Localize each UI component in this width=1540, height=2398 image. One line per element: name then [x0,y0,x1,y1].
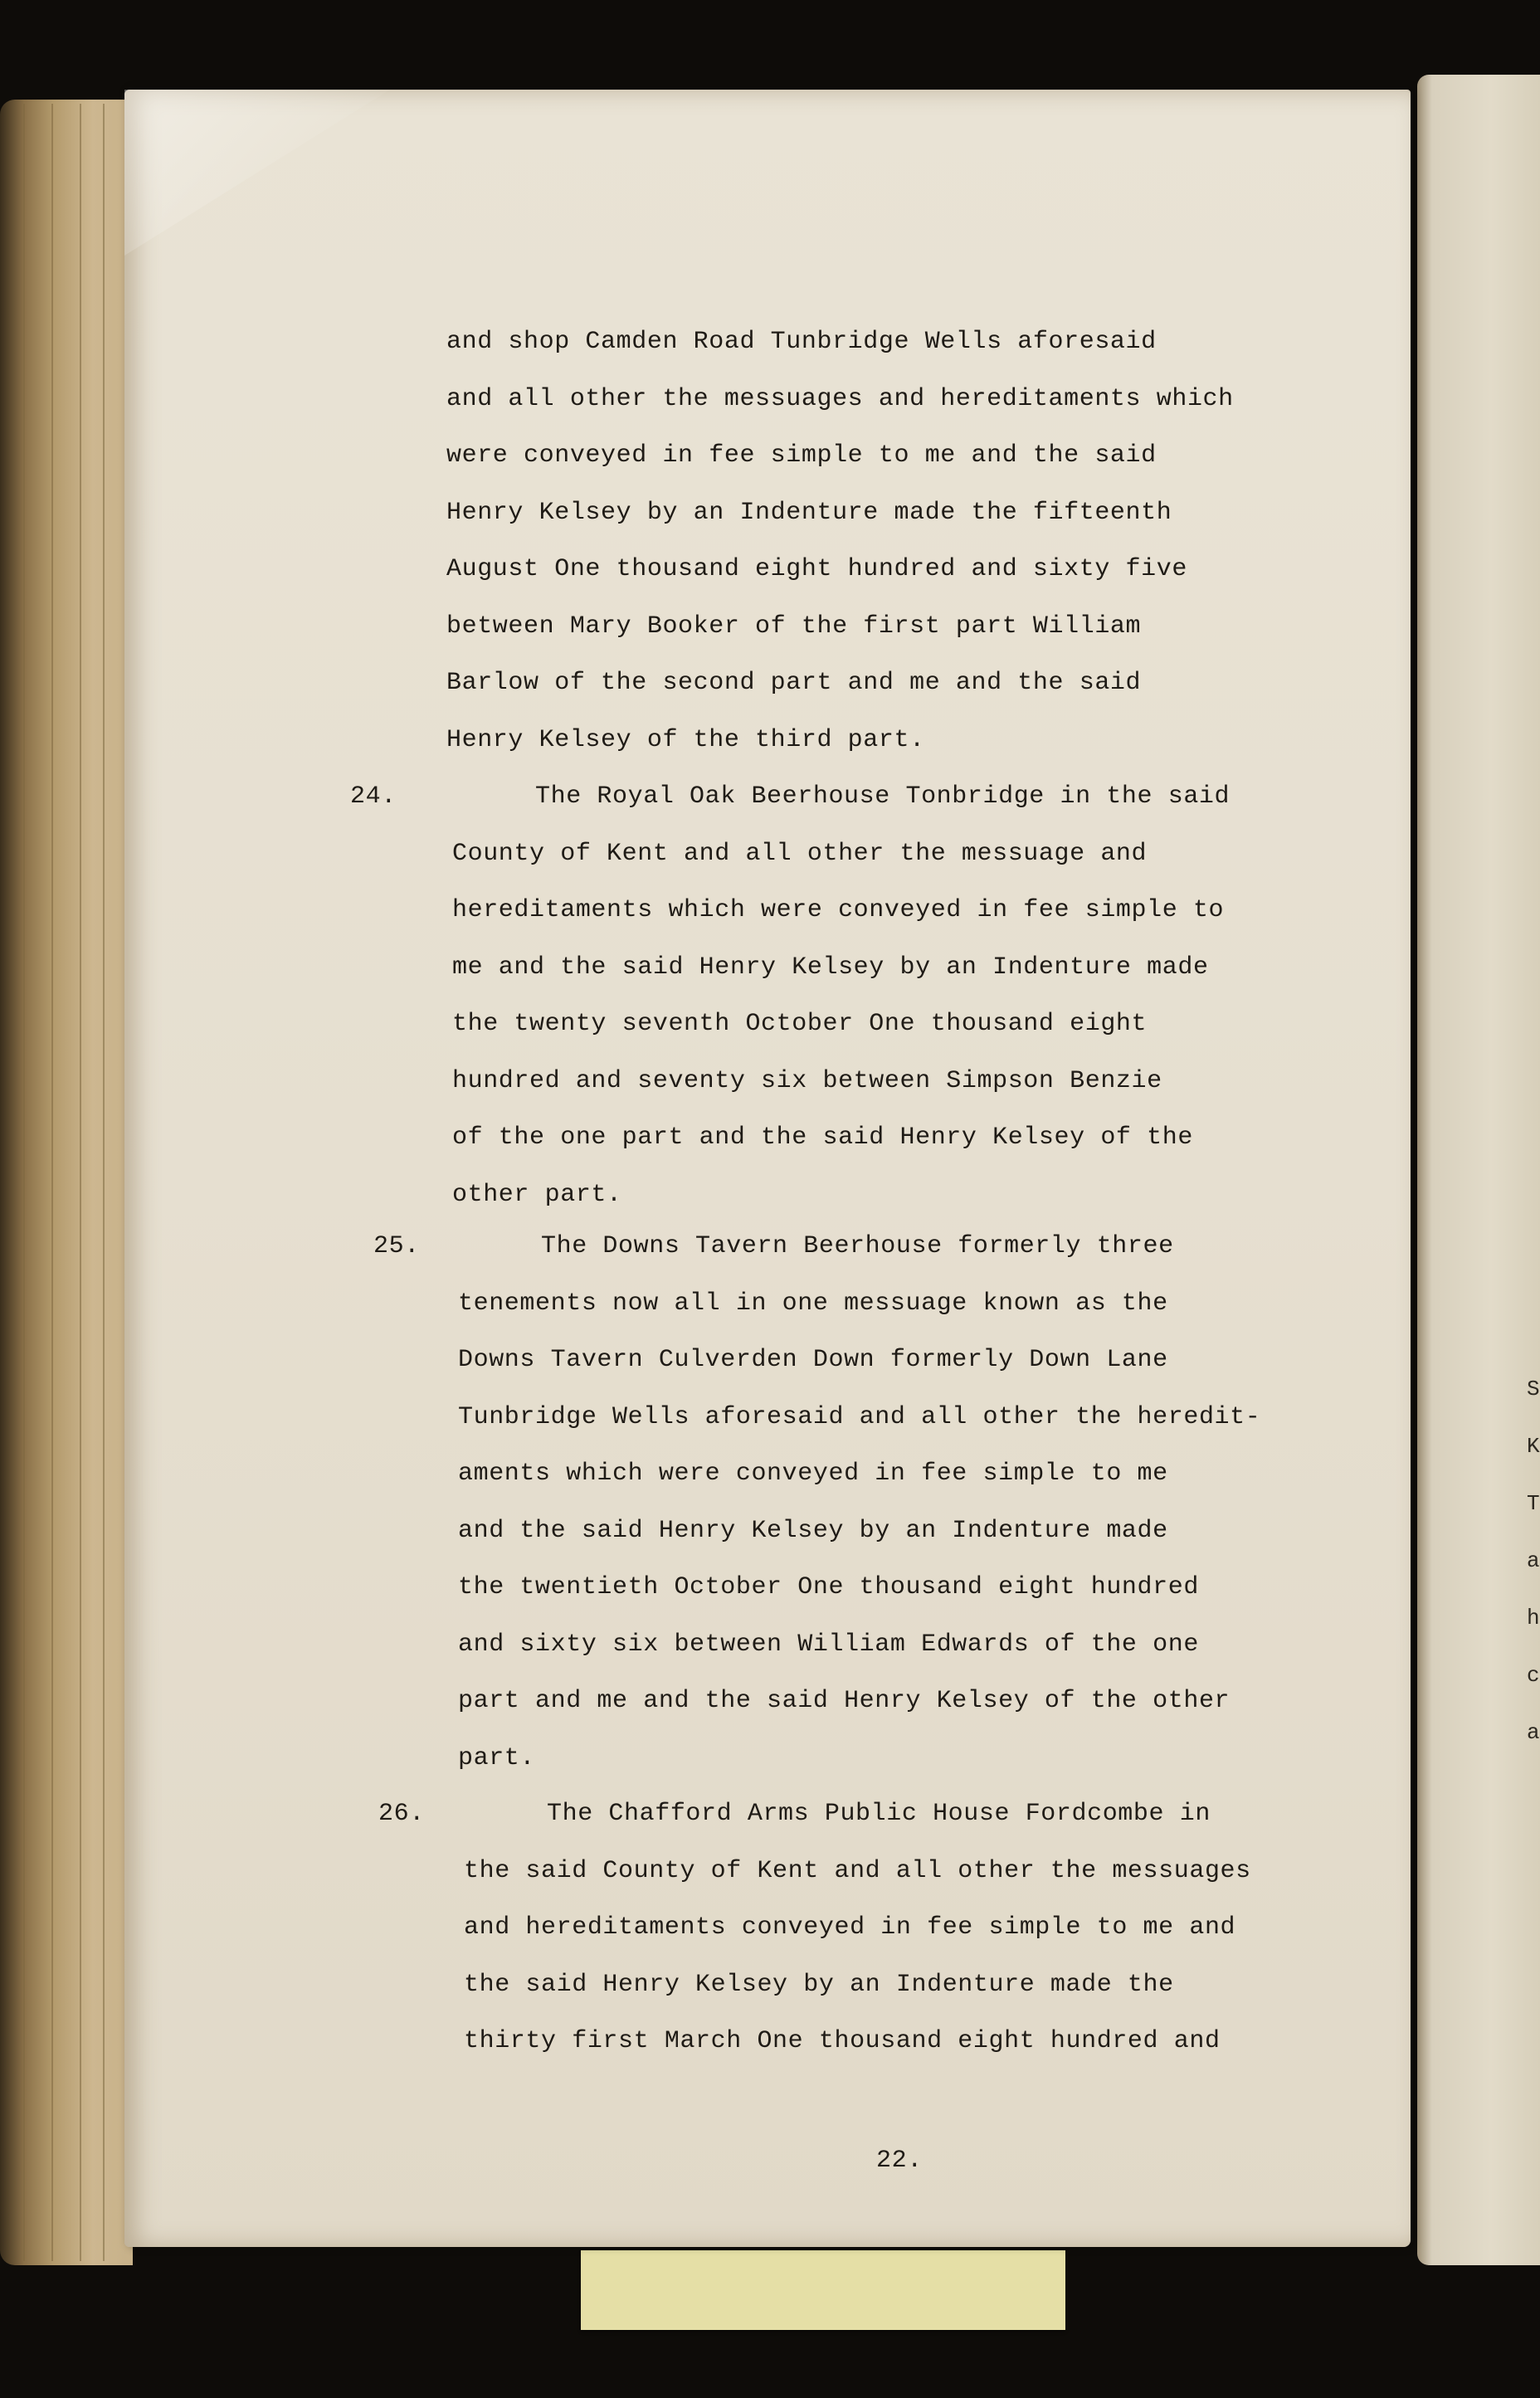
facing-page-letter: T [1527,1491,1540,1516]
facing-page-text [1527,1361,1540,1762]
text-line: The Chafford Arms Public House Fordcombe in [547,1800,1211,1828]
text-line: Henry Kelsey by an Indenture made the fifteenth [446,498,1172,527]
facing-page-letter: c [1527,1663,1540,1688]
text-line: tenements now all in one messuage known as the [458,1289,1168,1318]
text-line: The Downs Tavern Beerhouse formerly three [541,1232,1174,1260]
text-line: Downs Tavern Culverden Down formerly Down Lane [458,1346,1168,1374]
text-line: Henry Kelsey of the third part. [446,725,925,754]
text-line: other part. [452,1180,622,1209]
text-line: thirty first March One thousand eight hundred and [464,2027,1221,2055]
text-line: County of Kent and all other the messuage and [452,839,1148,868]
text-line: the twentieth October One thousand eight hundred [458,1573,1199,1601]
paragraph-number: 26. [378,1800,425,1828]
text-line: and shop Camden Road Tunbridge Wells aforesaid [446,328,1157,356]
text-line: and hereditaments conveyed in fee simple to me and [464,1913,1236,1942]
text-line: the said County of Kent and all other the messuages [464,1856,1251,1885]
facing-page [1417,75,1540,2265]
text-line: and sixty six between William Edwards of the one [458,1630,1199,1659]
facing-page-letter: K [1527,1434,1540,1459]
text-line: August One thousand eight hundred and sixty five [446,555,1187,583]
text-line: hundred and seventy six between Simpson Benzie [452,1066,1162,1095]
paragraph-number: 24. [350,782,397,811]
text-line: between Mary Booker of the first part William [446,612,1142,641]
page-fold-highlight [124,90,390,256]
page-stack-edge [103,104,105,2261]
text-line: part and me and the said Henry Kelsey of the other [458,1687,1231,1715]
text-line: and all other the messuages and hereditaments which [446,384,1234,413]
document-page [124,90,1411,2247]
text-line: The Royal Oak Beerhouse Tonbridge in the said [535,782,1231,811]
facing-page-letter: S [1527,1377,1540,1401]
book-binding [0,100,133,2265]
text-line: part. [458,1743,536,1772]
text-line: hereditaments which were conveyed in fee simple to [452,896,1225,924]
text-line: Tunbridge Wells aforesaid and all other the heredit- [458,1402,1261,1431]
text-line: of the one part and the said Henry Kelsey of the [452,1123,1193,1152]
text-line: the said Henry Kelsey by an Indenture made the [464,1970,1174,1999]
text-line: the twenty seventh October One thousand eight [452,1010,1148,1038]
text-line: me and the said Henry Kelsey by an Indenture made [452,953,1209,982]
facing-page-letter: h [1527,1606,1540,1630]
text-line: aments which were conveyed in fee simple to me [458,1460,1168,1488]
page-stack-edge [51,104,53,2261]
page-stack-edge [80,104,81,2261]
text-line: and the said Henry Kelsey by an Indenture made [458,1516,1168,1545]
paper-tab [581,2250,1065,2330]
paragraph-number: 25. [373,1232,420,1260]
text-line: were conveyed in fee simple to me and the said [446,441,1157,470]
facing-page-letter: a [1527,1720,1540,1745]
page-number: 22. [876,2147,923,2175]
facing-page-letter: a [1527,1548,1540,1573]
text-line: Barlow of the second part and me and the said [446,669,1142,697]
page-stack-edge [23,104,25,2261]
